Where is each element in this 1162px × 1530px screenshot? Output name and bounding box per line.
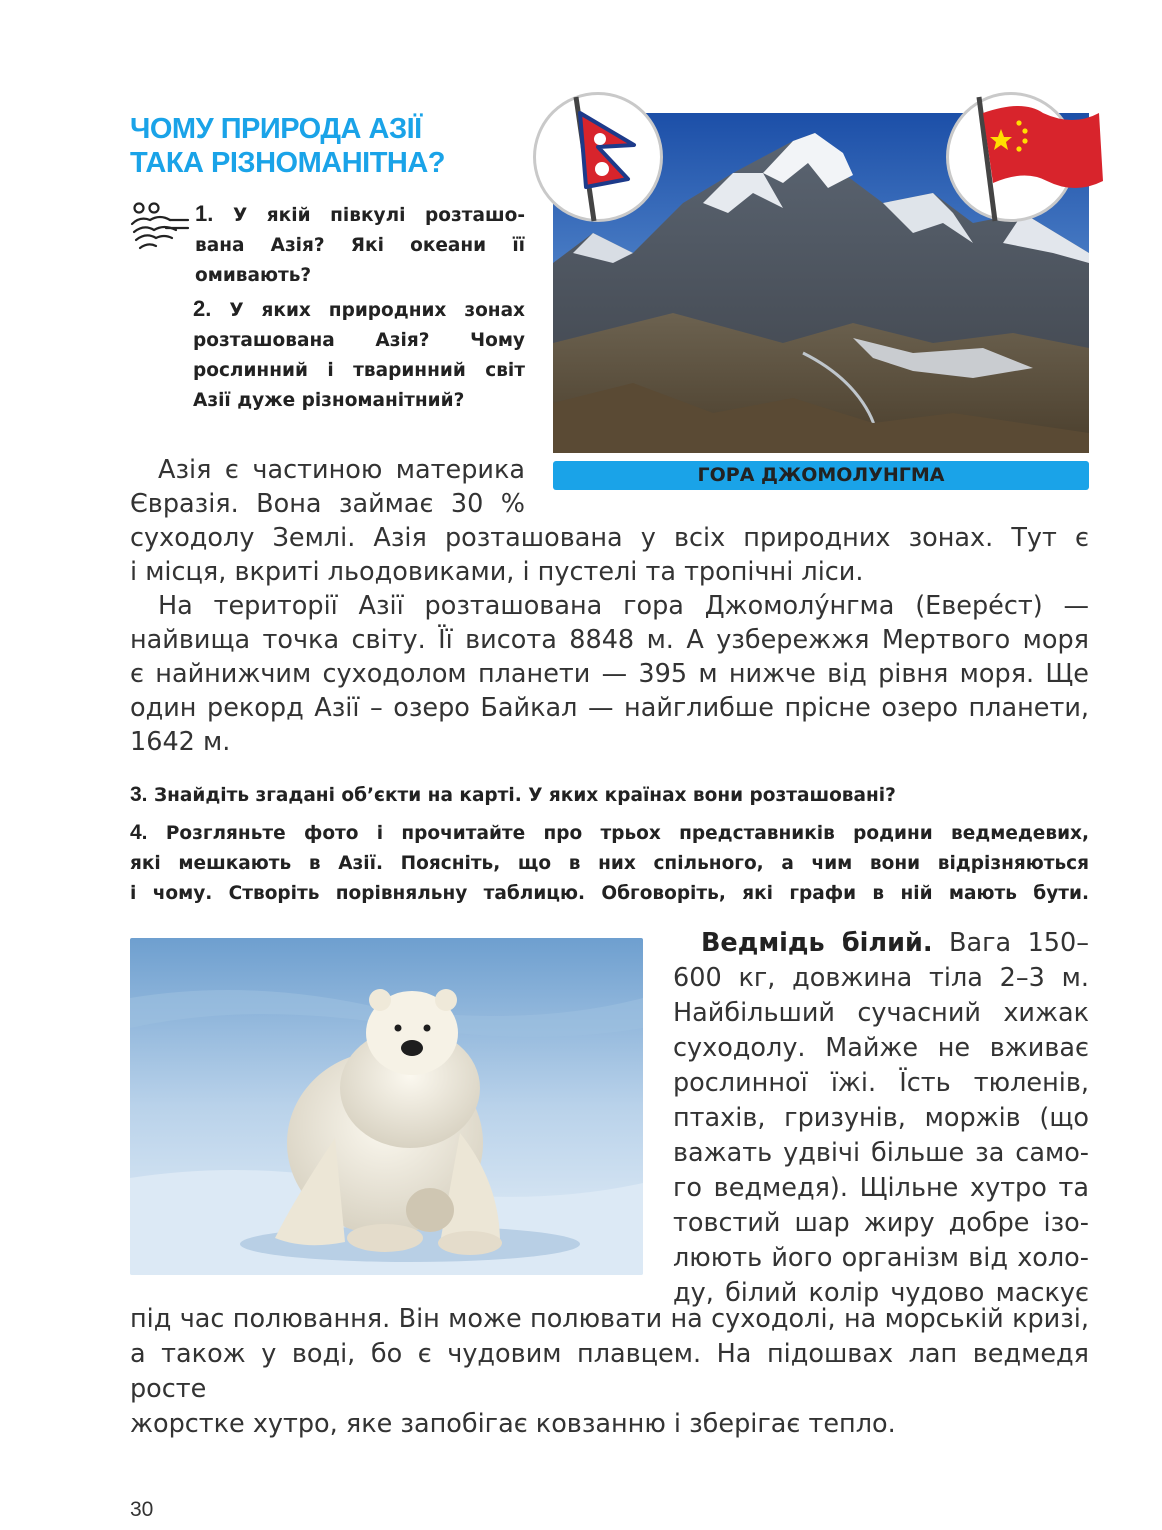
- polar-bear-description: [673, 926, 1089, 1311]
- text-line: суходолу. Майже не вживає: [673, 1033, 1089, 1063]
- text-line: 600 кг, довжина тіла 2–3 м.: [673, 963, 1089, 993]
- nepal-flag-icon: [533, 92, 663, 222]
- title-line: ТАКА РІЗНОМАНІТНА?: [130, 147, 446, 179]
- question-number: 1.: [195, 201, 214, 226]
- task-line: Знайдіть згадані об’єкти на карті. У яких країнах вони розташовані?: [153, 785, 896, 806]
- text-line: ду, білий колір чудово маскує: [673, 1278, 1089, 1308]
- text-line: рослинної їжі. Їсть тюленів,: [673, 1068, 1089, 1098]
- question-2: [193, 294, 525, 416]
- task-3: [130, 780, 1089, 811]
- intro-line: Євразія. Вона займає 30 %: [130, 489, 525, 519]
- polar-bear-photo: [130, 938, 643, 1275]
- question-line: розташована Азія? Чому: [193, 330, 525, 351]
- text-line: під час полювання. Він може полювати на суходолі, на морській кризі,: [130, 1304, 1089, 1334]
- text-line: а також у воді, бо є чудовим плавцем. На підошвах лап ведмедя росте: [130, 1339, 1089, 1404]
- intro-line: Азія є частиною материка: [158, 455, 525, 485]
- question-line: У якій півкулі розташо-: [232, 205, 525, 226]
- text-line: птахів, гризунів, моржів (що: [673, 1103, 1089, 1133]
- page-title: [130, 112, 530, 180]
- question-number: 2.: [193, 296, 212, 321]
- question-line: омивають?: [195, 265, 312, 286]
- task-number: 3.: [130, 783, 148, 806]
- page-number: 30: [130, 1498, 154, 1521]
- text-line: На території Азії розташована гора Джомолу́нгма (Евере́ст) —: [158, 591, 1089, 621]
- task-line: Розгляньте фото і прочитайте про трьох представників родини ведмедевих,: [165, 823, 1089, 844]
- question-line: У яких природних зонах: [229, 300, 525, 321]
- task-number: 4.: [130, 821, 148, 844]
- china-flag-icon: [946, 92, 1076, 222]
- question-1: [195, 199, 525, 291]
- people-discussion-icon: [130, 200, 194, 260]
- text-line: суходолу Землі. Азія розташована у всіх природних зонах. Тут є: [130, 523, 1089, 553]
- text-line: го ведмедя). Щільне хутро та: [673, 1173, 1089, 1203]
- photo-caption: ГОРА ДЖОМОЛУНГМА: [553, 461, 1089, 490]
- text-line: 1642 м.: [130, 727, 231, 757]
- text-line: люють його організм від холо-: [673, 1243, 1089, 1273]
- text-line: один рекорд Азії – озеро Байкал — найглибше прісне озеро планети,: [130, 693, 1089, 723]
- text-line: і місця, вкриті льодовиками, і пустелі та тропічні ліси.: [130, 557, 864, 587]
- text-line: є найнижчим суходолом планети — 395 м нижче від рівня моря. Ще: [130, 659, 1089, 689]
- question-line: Азії дуже різноманітний?: [193, 390, 465, 411]
- task-line: які мешкають в Азії. Поясніть, що в них спільного, а чим вони відрізняються: [130, 853, 1089, 874]
- task-4: [130, 818, 1089, 909]
- text-line: Найбільший сучасний хижак: [673, 998, 1089, 1028]
- text-line: важать удвічі більше за само-: [673, 1138, 1089, 1168]
- task-line: і чому. Створіть порівняльну таблицю. Обговоріть, які графи в ній мають бути.: [130, 883, 1089, 904]
- records-paragraph: [130, 589, 1089, 759]
- question-line: рослинний і тваринний світ: [193, 360, 525, 381]
- text-line: Вага 150–: [948, 928, 1090, 958]
- text-line: товстий шар жиру добре ізо-: [673, 1208, 1089, 1238]
- title-line: ЧОМУ ПРИРОДА АЗІЇ: [130, 113, 422, 145]
- text-line: жорстке хутро, яке запобігає ковзанню і зберігає тепло.: [130, 1409, 896, 1439]
- polar-bear-description-continued: [130, 1302, 1089, 1442]
- intro-paragraph: [130, 521, 1089, 589]
- text-line: найвища точка світу. Її висота 8848 м. А узбережжя Мертвого моря: [130, 625, 1089, 655]
- bear-name: Ведмідь білий.: [701, 928, 933, 958]
- question-line: вана Азія? Які океани її: [195, 235, 525, 256]
